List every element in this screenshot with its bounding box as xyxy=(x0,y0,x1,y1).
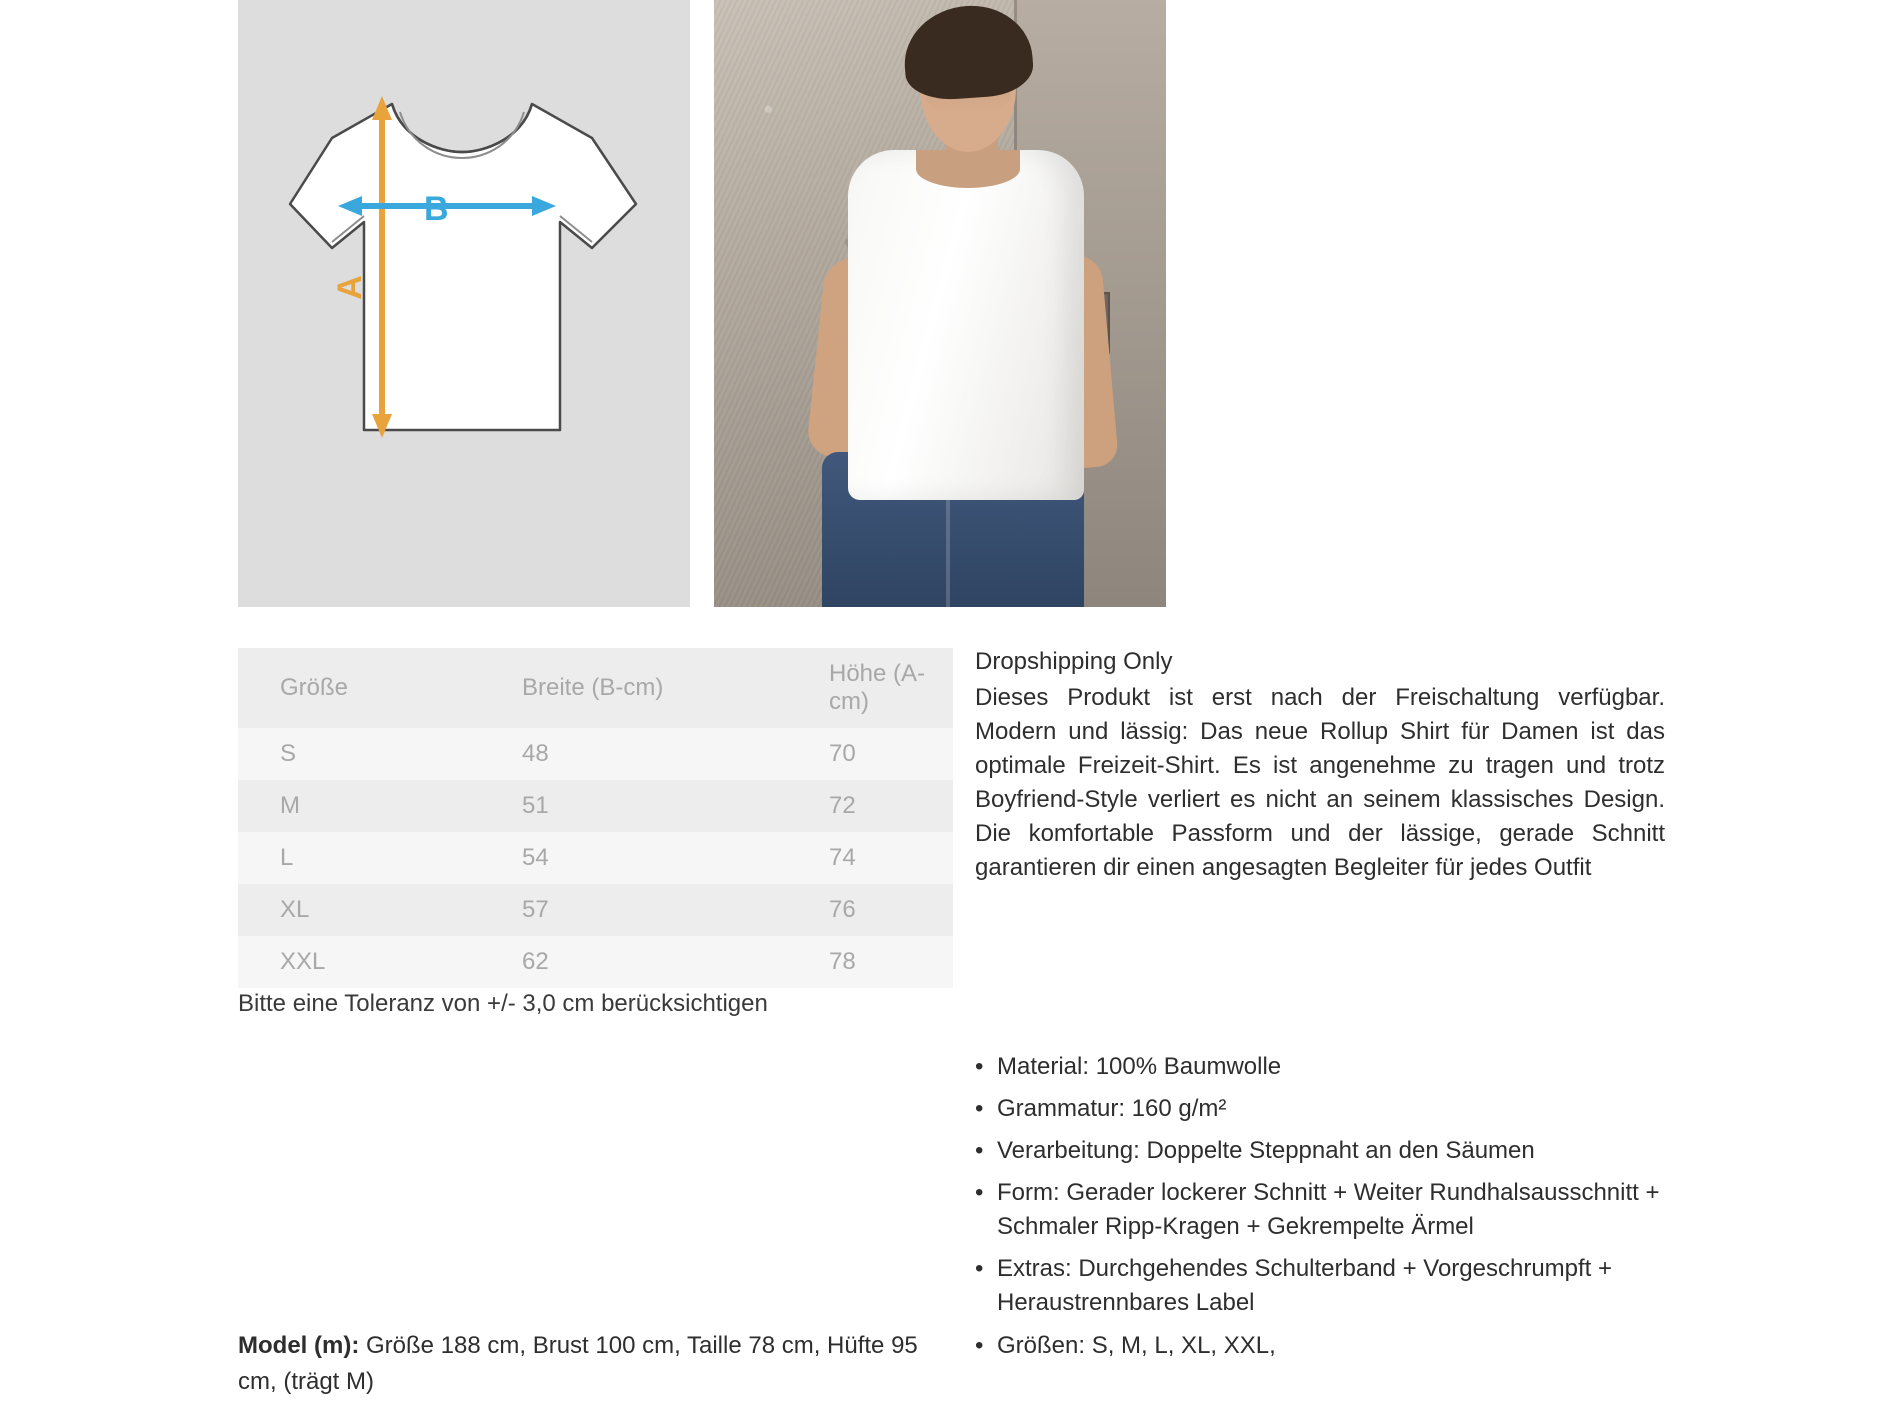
size-table-head xyxy=(238,648,953,728)
list-item: • Verarbeitung: Doppelte Steppnaht an den Säumen xyxy=(975,1134,1675,1168)
tshirt-measure-diagram xyxy=(238,0,690,607)
table-row xyxy=(238,780,953,832)
model-photo xyxy=(714,0,1166,607)
cell-width: 51 xyxy=(480,780,787,832)
description-heading: Dropshipping Only xyxy=(975,648,1173,675)
measure-label-b: B xyxy=(424,190,449,228)
cell-width: 54 xyxy=(480,832,787,884)
table-row xyxy=(238,728,953,780)
model-note-text: Größe 188 cm, Brust 100 cm, Taille 78 cm, Hüfte 95 cm, (trägt M) xyxy=(238,1332,918,1395)
cell-width: 62 xyxy=(480,936,787,988)
cell-size: XXL xyxy=(238,936,480,988)
table-header-row xyxy=(238,648,953,728)
feature-list xyxy=(975,1050,1675,1371)
cell-height: 72 xyxy=(787,780,953,832)
model-measurements-note xyxy=(238,1328,958,1400)
model-collar xyxy=(916,150,1020,188)
header-height: Höhe (A-cm) xyxy=(787,648,953,728)
table-row xyxy=(238,832,953,884)
model-note-label: Model (m): xyxy=(238,1332,360,1359)
size-table xyxy=(238,648,953,988)
list-item: • Material: 100% Baumwolle xyxy=(975,1050,1675,1084)
cell-height: 74 xyxy=(787,832,953,884)
measure-label-a: A xyxy=(330,275,369,300)
cell-size: L xyxy=(238,832,480,884)
list-item: • Form: Gerader lockerer Schnitt + Weiter Rundhalsausschnitt + Schmaler Ripp-Kragen + Gekrempelte Ärmel xyxy=(975,1176,1675,1244)
header-width: Breite (B-cm) xyxy=(480,648,787,728)
cell-width: 48 xyxy=(480,728,787,780)
cell-height: 70 xyxy=(787,728,953,780)
size-table-body xyxy=(238,728,953,988)
cell-size: XL xyxy=(238,884,480,936)
cell-width: 57 xyxy=(480,884,787,936)
cell-height: 78 xyxy=(787,936,953,988)
cell-height: 76 xyxy=(787,884,953,936)
table-row xyxy=(238,884,953,936)
model-shirt xyxy=(848,150,1084,500)
cell-size: S xyxy=(238,728,480,780)
table-row xyxy=(238,936,953,988)
list-item: • Größen: S, M, L, XL, XXL, xyxy=(975,1329,1675,1363)
tolerance-note: Bitte eine Toleranz von +/- 3,0 cm berücksichtigen xyxy=(238,990,768,1017)
tshirt-outline-icon xyxy=(260,52,668,442)
cell-size: M xyxy=(238,780,480,832)
list-item: • Extras: Durchgehendes Schulterband + Vorgeschrumpft + Heraustrennbares Label xyxy=(975,1252,1675,1320)
header-size: Größe xyxy=(238,648,480,728)
description-paragraph: Dieses Produkt ist erst nach der Freischaltung verfügbar. Modern und lässig: Das neue Rollup Shirt für Damen ist das optimale Freizeit-Shirt. Es ist angenehme zu tragen und trotz Boyfriend-Style verliert es nicht an seinem klassisches Design. Die komfortable Passform und der lässige, gerade Schnitt garantieren dir einen angesagten Begleiter für jedes Outfit xyxy=(975,684,1665,882)
product-description xyxy=(975,645,1665,886)
list-item: • Grammatur: 160 g/m² xyxy=(975,1092,1675,1126)
images-row xyxy=(238,0,1166,607)
